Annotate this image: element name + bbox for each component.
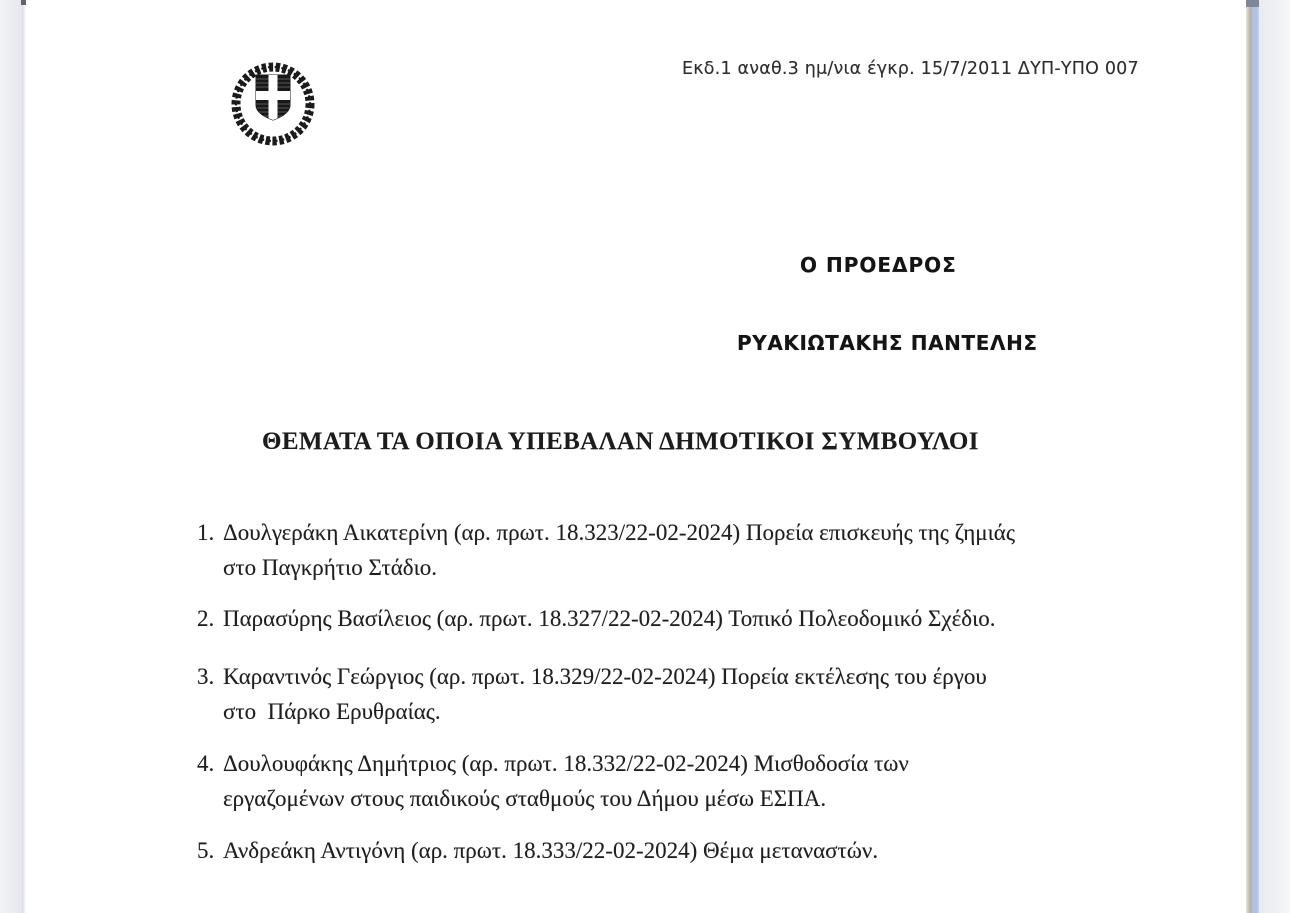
greek-coat-of-arms-icon — [227, 58, 319, 150]
topic-number: 4. — [197, 751, 215, 776]
topic-item-2 — [197, 601, 1147, 636]
topic-item-5 — [197, 833, 1147, 868]
right-page-edge-cap — [1246, 0, 1259, 7]
right-background — [1259, 0, 1290, 913]
topic-item-1 — [197, 515, 1147, 585]
president-name: ΡΥΑΚΙΩΤΑΚΗΣ ΠΑΝΤΕΛΗΣ — [737, 331, 1038, 355]
topic-item-3 — [197, 659, 1147, 729]
topic-text: Καραντινός Γεώργιος (αρ. πρωτ. 18.329/22-02-2024) Πορεία εκτέλεσης του έργου στο Πάρκο Ερυθραίας. — [223, 664, 987, 724]
topic-number: 5. — [197, 838, 215, 863]
topic-number: 1. — [197, 520, 215, 545]
topic-number: 3. — [197, 664, 215, 689]
topic-item-4 — [197, 746, 1147, 816]
topic-text: Δουλουφάκης Δημήτριος (αρ. πρωτ. 18.332/22-02-2024) Μισθοδοσία των εργαζομένων στους παιδικούς σταθμούς του Δήμου μέσω ΕΣΠΑ. — [223, 751, 909, 811]
section-heading: ΘΕΜΑΤΑ ΤΑ ΟΠΟΙΑ ΥΠΕΒΑΛΑΝ ΔΗΜΟΤΙΚΟΙ ΣΥΜΒΟΥΛΟΙ — [262, 428, 979, 455]
topic-text: Ανδρεάκη Αντιγόνη (αρ. πρωτ. 18.333/22-02-2024) Θέμα μεταναστών. — [223, 838, 879, 863]
topic-text: Παρασύρης Βασίλειος (αρ. πρωτ. 18.327/22-02-2024) Τοπικό Πολεοδομικό Σχέδιο. — [223, 606, 996, 631]
revision-note: Εκδ.1 αναθ.3 ημ/νια έγκρ. 15/7/2011 ΔΥΠ-ΥΠΟ 007 — [682, 59, 1139, 79]
president-title: Ο ΠΡΟΕΔΡΟΣ — [800, 253, 957, 277]
topic-number: 2. — [197, 606, 215, 631]
right-page-edge-bar — [1246, 0, 1259, 913]
left-page-margin-strip — [0, 0, 22, 913]
topic-text: Δουλγεράκη Αικατερίνη (αρ. πρωτ. 18.323/22-02-2024) Πορεία επισκευής της ζημιάς στο Παγκρήτιο Στάδιο. — [223, 520, 1015, 580]
